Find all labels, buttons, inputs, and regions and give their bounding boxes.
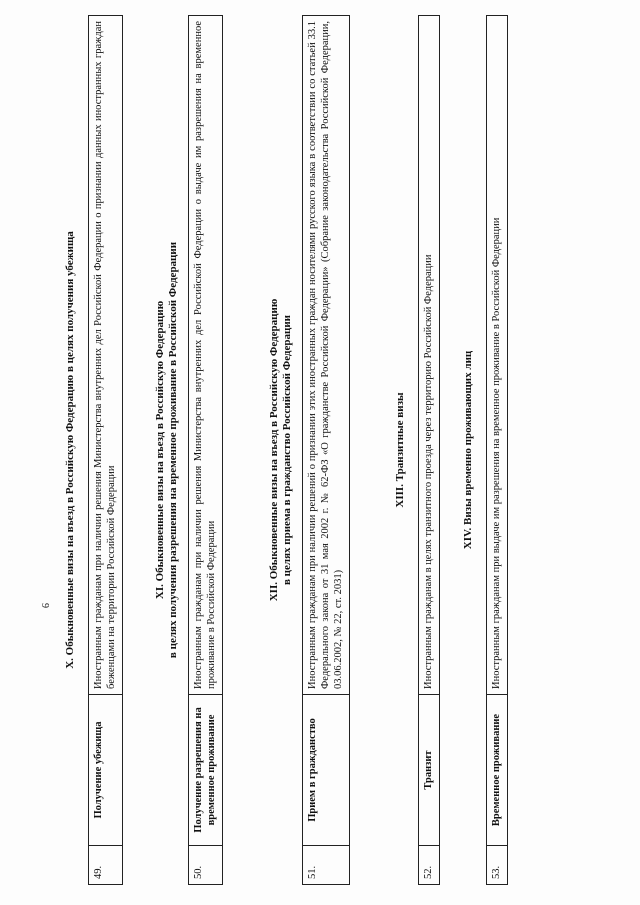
row-number: 51. [303,846,350,885]
row-visa-type: Прием в гражданство [303,695,350,846]
section-heading-xii-line1: XII. Обыкновенные визы на въезд в Российскую Федерацию [268,298,280,602]
row-description: Иностранным гражданам при выдаче им разрешения на временное проживание в Российской Федерации [487,16,508,695]
row-description: Иностранным гражданам при наличии решений о признании этих иностранных граждан носителями русского языка в соответствии со статьей 33.1 Федерального закона от 31 мая 2002 г. № 62-ФЗ «О гражданстве Российской Федерации» (Собрание законодательства Российской Федерации, 03.06.2002, № 22, ст. 2031) [303,16,350,695]
section-heading-xii [268,15,294,885]
section-heading-xiii: XIII. Транзитные визы [394,392,406,508]
row-number: 50. [189,846,223,885]
row-visa-type: Получение убежища [89,695,123,846]
table-row-51 [302,15,350,885]
row-number: 53. [487,846,508,885]
section-heading-xi-line2: в целях получения разрешения на временное проживание в Российской Федерации [167,241,179,659]
row-number: 49. [89,846,123,885]
page-number: 9 [39,603,50,608]
table-row-52 [418,15,440,885]
row-visa-type: Получение разрешения на временное проживание [189,695,223,846]
row-visa-type: Временное проживание [487,695,508,846]
section-heading-xii-line2: в целях приема в гражданство Российской Федерации [281,314,293,586]
row-description: Иностранным гражданам в целях транзитного проезда через территорию Российской Федерации [419,16,440,695]
row-description: Иностранным гражданам при наличии решения Министерства внутренних дел Российской Федерации о признании данных иностранных граждан беженцами на территории Российской Федерации [89,16,123,695]
rotated-content [58,15,578,885]
section-heading-xi [154,15,180,885]
section-heading-xiv: XIV. Визы временно проживающих лиц [462,350,474,550]
section-heading-xi-line1: XI. Обыкновенные визы на въезд в Российскую Федерацию [154,300,166,600]
section-heading-x: X. Обыкновенные визы на въезд в Российскую Федерацию в целях получения убежища [64,231,76,669]
row-number: 52. [419,846,440,885]
row-description: Иностранным гражданам при наличии решения Министерства внутренних дел Российской Федерации о выдаче им разрешения на временное проживание в Российской Федерации [189,16,223,695]
table-row-53 [486,15,508,885]
row-visa-type: Транзит [419,695,440,846]
table-row-49 [88,15,123,885]
table-row-50 [188,15,223,885]
